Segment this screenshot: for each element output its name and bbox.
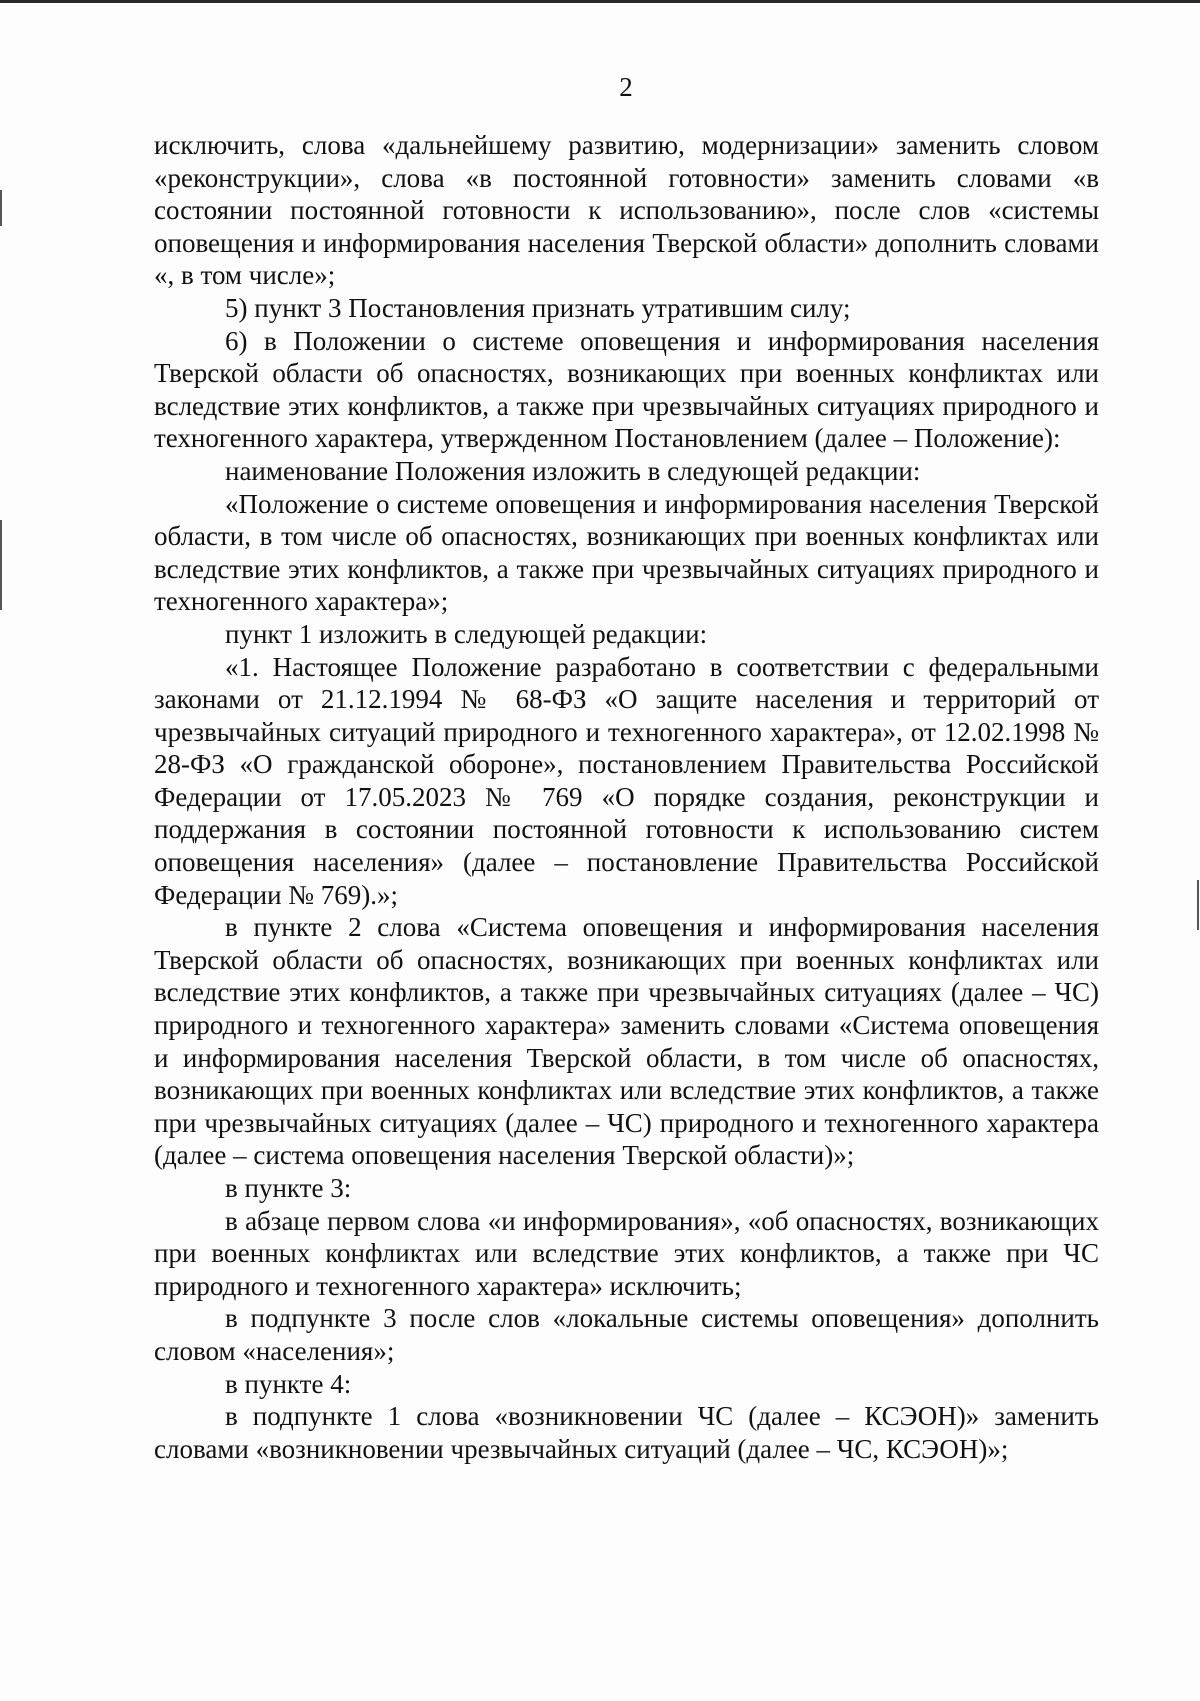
page-number: 2 <box>619 72 633 102</box>
scan-mark-right <box>1197 880 1199 930</box>
paragraph: наименование Положения изложить в следующей редакции: <box>225 455 921 486</box>
paragraph: в пункте 2 слова «Система оповещения и информирования населения Тверской области об опасностях, возникающих при военных конфликтах или вследствие этих конфликтов, а также при чрезвычайных ситуациях (далее – ЧС) природного и техногенного характера» заменить словами «Система оповещения и информирования населения Тверской области, в том числе об опасностях, возникающих при военных конфликтах или вследствие этих конфликтов, а также при чрезвычайных ситуациях (далее – ЧС) природного и техногенного характера (далее – система оповещения населения Тверской области)»; <box>154 912 1099 1171</box>
paragraph: исключить, слова «дальнейшему развитию, модернизации» заменить словом «реконструкции», слова «в постоянной готовности» заменить словами «в состоянии постоянной готовности к использованию», после слов «системы оповещения и информирования населения Тверской области» дополнить словами «, в том числе»; <box>154 130 1099 291</box>
paragraph: в пункте 4: <box>225 1368 352 1399</box>
scan-mark-left <box>0 520 2 610</box>
document-body <box>154 129 1099 1465</box>
paragraph: в абзаце первом слова «и информирования», «об опасностях, возникающих при военных конфликтах или вследствие этих конфликтов, а также при ЧС природного и техногенного характера» исключить; <box>154 1205 1099 1301</box>
paragraph: «Положение о системе оповещения и информирования населения Тверской области, в том числе об опасностях, возникающих при военных конфликтах или вследствие этих конфликтов, а также при чрезвычайных ситуациях природного и техногенного характера»; <box>154 488 1099 617</box>
paragraph: 5) пункт 3 Постановления признать утратившим силу; <box>225 292 851 323</box>
paragraph: в подпункте 1 слова «возникновении ЧС (далее – КСЭОН)» заменить словами «возникновении чрезвычайных ситуаций (далее – ЧС, КСЭОН)»; <box>154 1401 1099 1464</box>
paragraph: пункт 1 изложить в следующей редакции: <box>225 618 708 649</box>
paragraph: «1. Настоящее Положение разработано в соответствии с федеральными законами от 21.12.1994 № 68-ФЗ «О защите населения и территорий от чрезвычайных ситуаций природного и техногенного характера», от 12.02.1998 № 28-ФЗ «О гражданской обороне», постановлением Правительства Российской Федерации от 17.05.2023 № 769 «О порядке создания, реконструкции и поддержания в состоянии постоянной готовности к использованию систем оповещения населения» (далее – постановление Правительства Российской Федерации № 769).»; <box>154 651 1099 910</box>
scan-mark-left <box>0 190 2 226</box>
scan-top-edge <box>0 0 1200 3</box>
paragraph: в подпункте 3 после слов «локальные системы оповещения» дополнить словом «населения»; <box>154 1303 1099 1366</box>
paragraph: в пункте 3: <box>225 1173 352 1203</box>
paragraph: 6) в Положении о системе оповещения и информирования населения Тверской области об опасностях, возникающих при военных конфликтах или вследствие этих конфликтов, а также при чрезвычайных ситуациях природного и техногенного характера, утвержденном Постановлением (далее – Положение): <box>154 325 1099 454</box>
